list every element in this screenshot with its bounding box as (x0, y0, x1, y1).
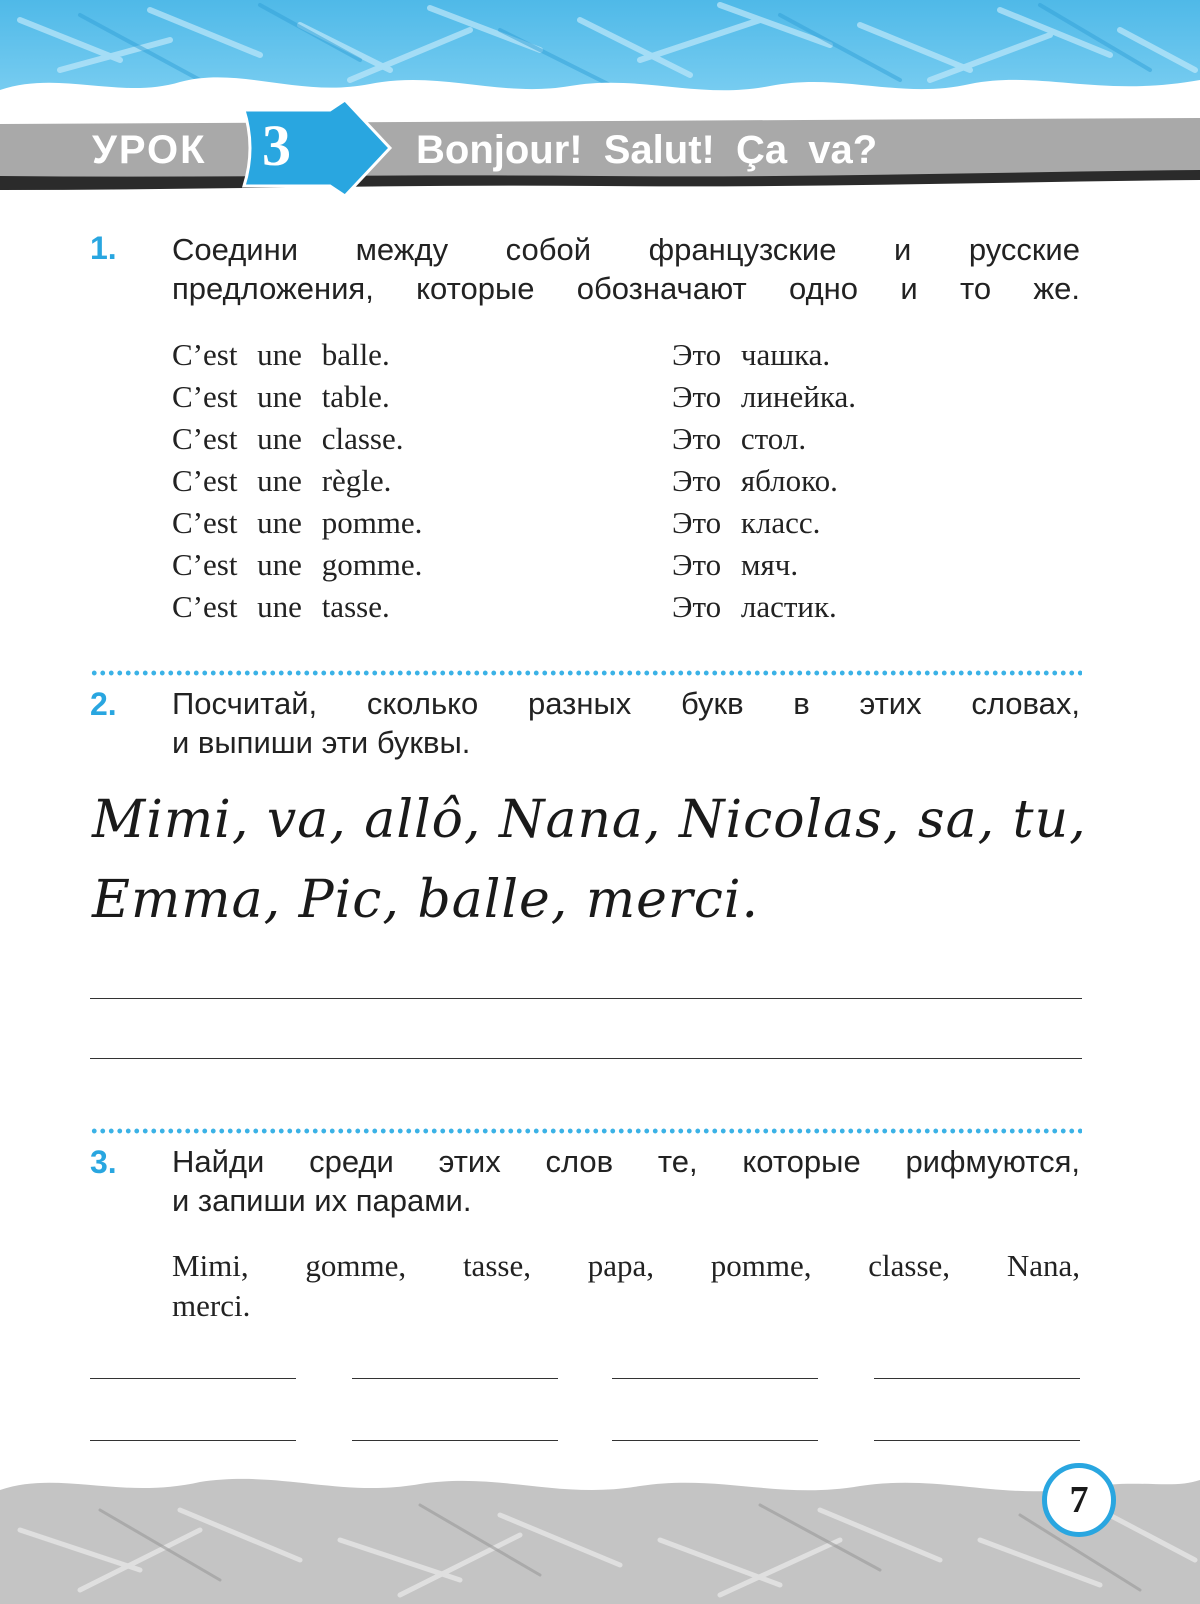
rhyme-word-list (172, 1246, 1080, 1326)
french-sentence[interactable]: C’est une règle. (172, 463, 392, 498)
russian-sentence[interactable]: Это линейка. (672, 379, 856, 414)
rhyme-words-line: Mimi, gomme, tasse, papa, pomme, classe, Nana, (172, 1248, 1080, 1283)
cursive-line: Mimi, va, allô, Nana, Nicolas, sa, tu, (92, 790, 1087, 850)
lesson-title: Bonjour! Salut! Ça va? (416, 128, 878, 172)
exercise-2-number: 2. (90, 686, 117, 722)
exercise-2-instruction (172, 684, 1080, 762)
french-sentence[interactable]: C’est une classe. (172, 421, 404, 456)
bottom-decorative-band (0, 1470, 1200, 1604)
french-sentence[interactable]: C’est une tasse. (172, 589, 390, 624)
pair-answer-line[interactable] (352, 1378, 558, 1379)
exercise-1-instruction-line: предложения, которые обозначают одно и то же. (172, 271, 1080, 306)
pair-answer-line[interactable] (90, 1378, 296, 1379)
exercise-3-instruction-line: Найди среди этих слов те, которые рифмуются, (172, 1144, 1080, 1179)
cursive-line: Emma, Pic, balle, merci. (92, 870, 760, 930)
exercise-3-number: 3. (90, 1144, 117, 1180)
pair-answer-line[interactable] (874, 1440, 1080, 1441)
page-number: 7 (1069, 1479, 1089, 1521)
russian-sentence[interactable]: Это яблоко. (672, 463, 838, 498)
cursive-words (92, 780, 1092, 940)
exercise-3-instruction-line: и запиши их парами. (172, 1183, 472, 1218)
pair-answer-line[interactable] (352, 1440, 558, 1441)
gray-brush-background (0, 1470, 1200, 1604)
pair-answer-line[interactable] (612, 1378, 818, 1379)
answer-line[interactable] (90, 1058, 1082, 1059)
french-sentence[interactable]: C’est une pomme. (172, 505, 423, 540)
russian-sentence[interactable]: Это чашка. (672, 337, 831, 372)
exercise-1-instruction (172, 230, 1080, 308)
page-number-badge (1042, 1463, 1116, 1537)
exercise-1-instruction-line: Соедини между собой французские и русские (172, 232, 1080, 267)
answer-line[interactable] (90, 998, 1082, 999)
russian-sentence[interactable]: Это ластик. (672, 589, 837, 624)
russian-sentence[interactable]: Это класс. (672, 505, 821, 540)
russian-sentence-list (672, 334, 856, 628)
pair-answer-line[interactable] (90, 1440, 296, 1441)
exercise-1-number: 1. (90, 230, 117, 266)
dotted-divider (90, 670, 1082, 676)
french-sentence[interactable]: C’est une table. (172, 379, 390, 414)
lesson-label: УРОК (92, 128, 207, 172)
dotted-divider (90, 1128, 1082, 1134)
exercise-2-instruction-line: и выпиши эти буквы. (172, 725, 471, 760)
exercise-2-instruction-line: Посчитай, сколько разных букв в этих словах, (172, 686, 1080, 721)
rhyme-words-line: merci. (172, 1288, 251, 1323)
french-sentence-list (172, 334, 422, 628)
french-sentence[interactable]: C’est une gomme. (172, 547, 423, 582)
lesson-number: 3 (262, 113, 291, 178)
pair-answer-line[interactable] (612, 1440, 818, 1441)
pair-answer-line[interactable] (874, 1378, 1080, 1379)
russian-sentence[interactable]: Это мяч. (672, 547, 799, 582)
french-sentence[interactable]: C’est une balle. (172, 337, 390, 372)
exercise-3-instruction (172, 1142, 1080, 1220)
russian-sentence[interactable]: Это стол. (672, 421, 807, 456)
